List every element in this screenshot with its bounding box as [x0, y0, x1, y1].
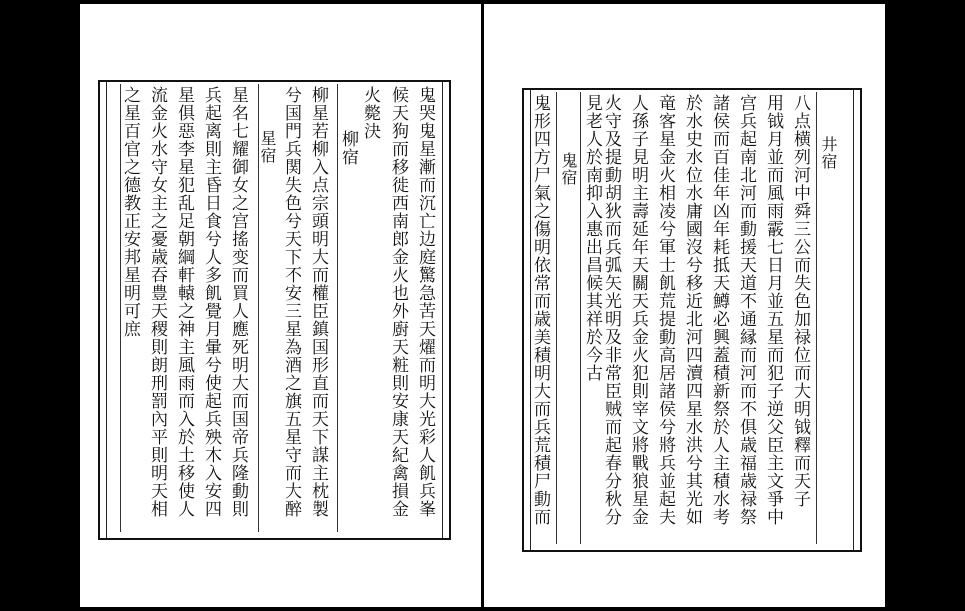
- right-body-column: 人孫子見明主壽延年天關天兵金火犯則宰文將戰狼星金: [628, 94, 648, 526]
- left-page: [80, 4, 481, 607]
- right-body-column: 於水史水位水庸國沒兮移近北河四瀆四星水洪兮其光如: [682, 94, 702, 526]
- right-body-column: 用钺月並而風雨霰七日月並五星而犯子逆父臣主文爭中: [763, 94, 783, 526]
- left-body-column: 兮国門兵関失色兮天下不安三星為酒之旗五星守而大醉: [281, 86, 301, 518]
- section-heading-xing: 星宿: [258, 130, 277, 164]
- right-body-column: 火守及提動胡狄而兵弧矢光明及非常臣贼而起春分秋分: [601, 94, 621, 526]
- section-heading-jing: 井宿: [819, 136, 838, 170]
- left-body-column: 之星百官之德教正安邦星明可庶: [120, 86, 140, 338]
- left-body-column: 鬼哭鬼星漸而沉亡边庭驚急苦天燿而明大光彩人飢兵峯: [415, 86, 435, 518]
- right-page: [484, 4, 885, 607]
- left-body-column: 星俱惡李星犯乱足朝綱軒轅之神主風雨而入於土移使人: [174, 86, 194, 518]
- right-body-column: 鬼形四方尸氣之傷明依常而歳美積明大而兵荒積尸動而: [530, 94, 550, 526]
- left-body-column: 候天狗而移徙西南郎金火也外廚天粧則安康天紀禽損金: [388, 86, 408, 518]
- right-body-column: 竜客星金火相凌兮軍士飢荒提動高居諸侯兮將兵並起夫: [655, 94, 675, 526]
- left-body-column: 星名七耀御女之宫搖变而買人應死明大而国帝兵隆動則: [228, 86, 248, 518]
- right-body-column: 見老人於南抑入惠出昌候其祥於今古: [582, 94, 602, 382]
- left-body-column: 兵起离則主昏日食兮人多飢覺月暈兮使起兵殃木入安四: [201, 86, 221, 518]
- right-body-column: 諸侯而百佳年凶年耗抵天鱒必興蓋積新祭於人主積水考: [709, 94, 729, 526]
- left-body-column: 流金火水守女主之憂歳吞豊天稷則朗刑罰內平則明天相: [147, 86, 167, 518]
- section-heading-gui: 鬼宿: [559, 152, 578, 186]
- section-heading-liu: 柳宿: [338, 130, 358, 166]
- right-body-column: 八点横列河中舜三公而失色加禄位而大明钺釋而天子: [790, 94, 810, 508]
- left-body-column: 柳星若柳入点宗頭明大而權臣鎮国形直而天下謀主枕製: [308, 86, 328, 518]
- right-body-column: 宫兵起南北河而動援天道不通縁而河而不俱歳福歳禄祭: [736, 94, 756, 526]
- left-body-column: 火斃決: [360, 86, 380, 140]
